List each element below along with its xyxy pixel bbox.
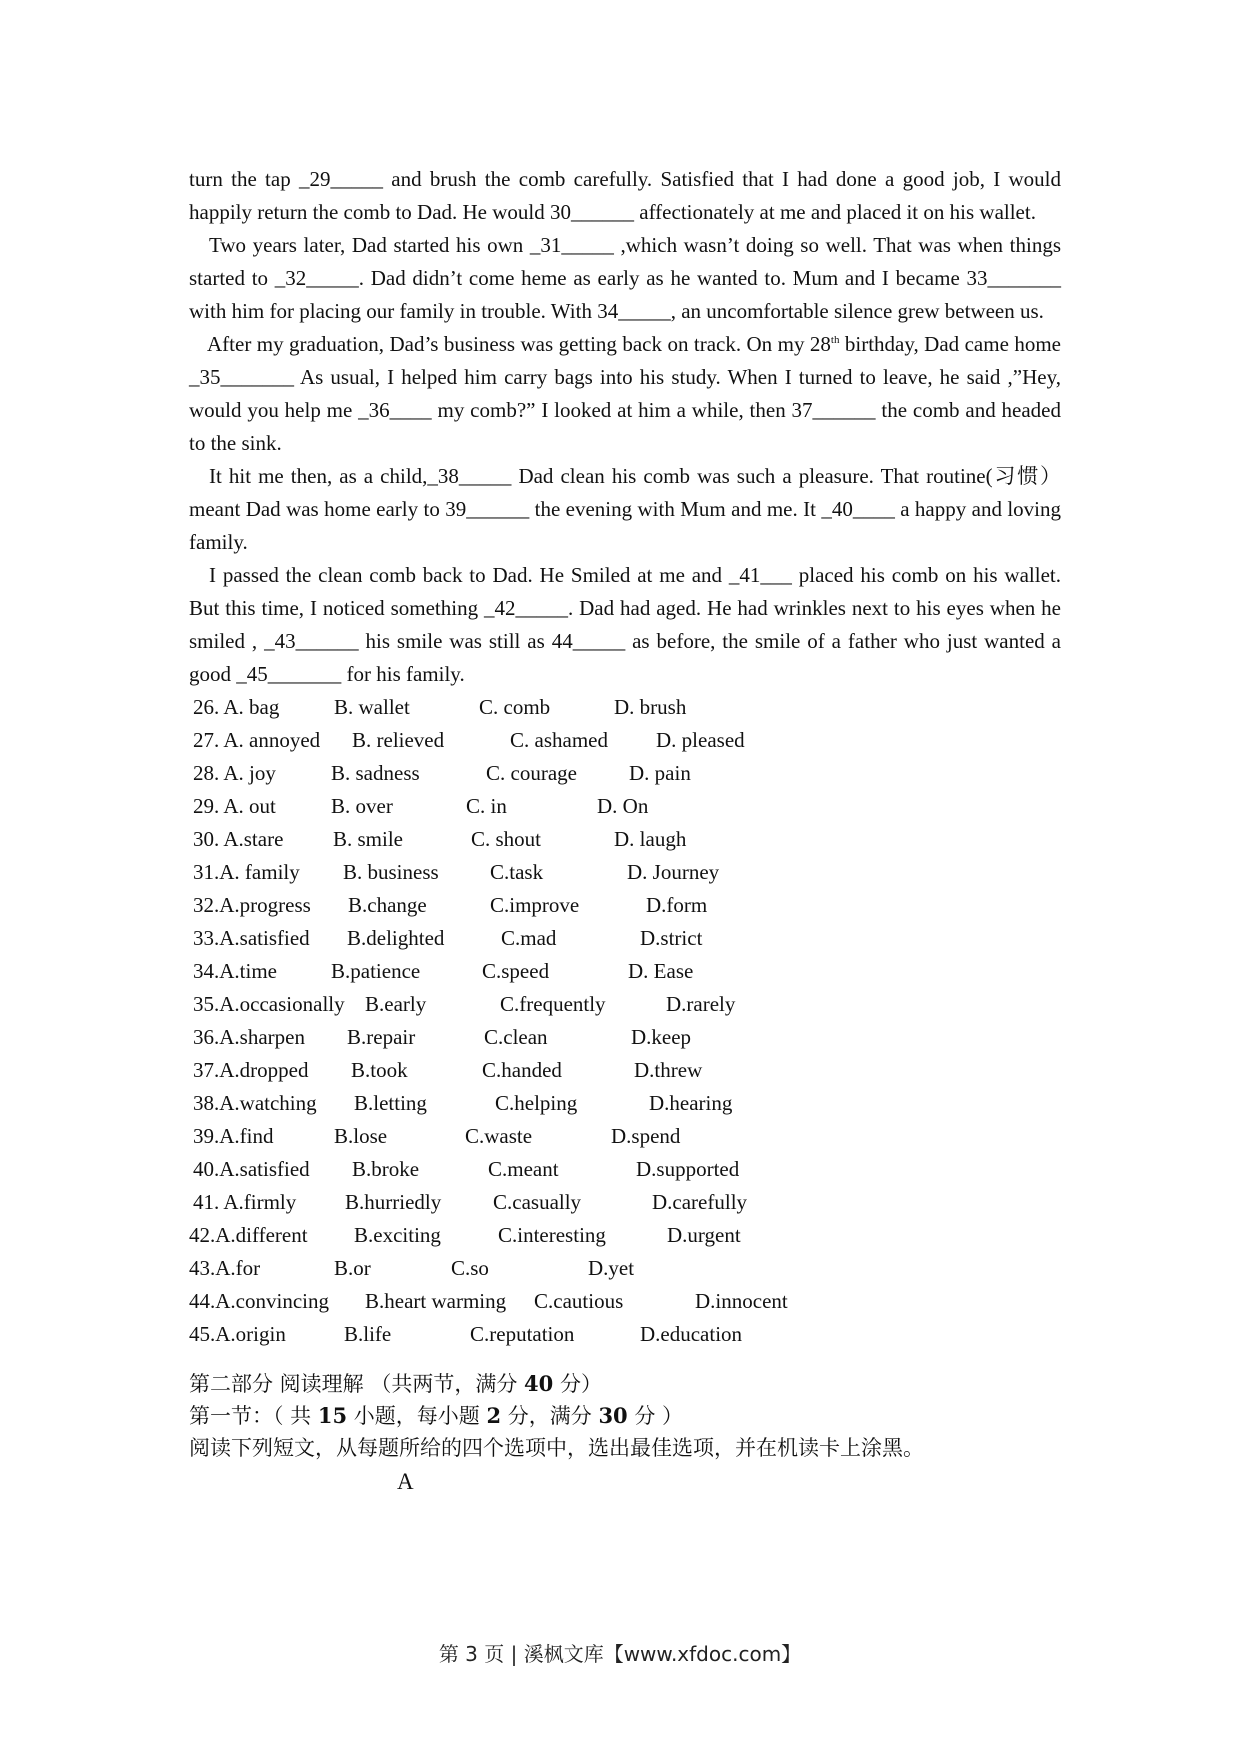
option-choice: C.mad (501, 926, 557, 950)
option-choice: 40.A.satisfied (193, 1157, 310, 1181)
option-choice: C. courage (486, 761, 577, 785)
option-row (189, 889, 1061, 922)
option-row (189, 1120, 1061, 1153)
answer-options (189, 691, 1061, 1351)
option-choice: 39.A.find (193, 1124, 274, 1148)
option-choice: B.repair (347, 1025, 416, 1049)
paragraph-5: I passed the clean comb back to Dad. He Smiled at me and _41___ placed his comb on his wallet. But this time, I noticed something _42_____. Dad had aged. He had wrinkles next to his eyes when he smiled , _43______ his smile was still as 44_____ as before, the smile of a father who just wanted a good _45_______ for his family. (189, 563, 1061, 686)
option-row (189, 1153, 1061, 1186)
option-choice: C.clean (484, 1025, 548, 1049)
paragraph-4: It hit me then, as a child,_38_____ Dad clean his comb was such a pleasure. That routine(习惯）meant Dad was home early to 39______ the evening with Mum and me. It _40____ a happy and loving family. (189, 464, 1061, 554)
option-choice: C.reputation (470, 1322, 575, 1346)
option-choice: C. comb (479, 695, 551, 719)
option-choice: B.letting (354, 1091, 427, 1115)
option-choice: D.rarely (666, 992, 736, 1016)
paragraph-3 (189, 328, 1061, 460)
option-choice: B.early (365, 992, 427, 1016)
option-choice: 41. A.firmly (193, 1190, 297, 1214)
option-choice: 30. A.stare (193, 827, 284, 851)
option-choice: B.change (348, 893, 427, 917)
option-choice: B.exciting (354, 1223, 441, 1247)
option-choice: C.so (451, 1256, 489, 1280)
option-choice: D.yet (588, 1256, 635, 1280)
option-choice: C.helping (495, 1091, 578, 1115)
option-choice: D. brush (614, 695, 687, 719)
option-choice: B.patience (331, 959, 421, 983)
paragraph-2: Two years later, Dad started his own _31_____ ,which wasn’t doing so well. That was when things started to _32_____. Dad didn’t come heme as early as he wanted to. Mum and I became 33_______ with him for placing our family in trouble. With 34_____, an uncomfortable silence grew between us. (189, 233, 1061, 323)
option-choice: D.hearing (649, 1091, 733, 1115)
option-choice: C.meant (488, 1157, 559, 1181)
option-choice: D.carefully (652, 1190, 748, 1214)
option-row (189, 1054, 1061, 1087)
option-row (189, 1219, 1061, 1252)
option-row (189, 757, 1061, 790)
superscript-th: th (830, 334, 840, 346)
paragraph-3-after: birthday, Dad came home _35_______ As usual, I helped him carry bags into his study. When I turned to leave, he said ,”Hey, would you help me _36____ my comb?” I looked at him a while, then 37______ the comb and headed to the sink. (189, 332, 1061, 455)
option-choice: 44.A.convincing (189, 1289, 329, 1313)
option-choice: D.threw (634, 1058, 703, 1082)
option-choice: C. shout (471, 827, 542, 851)
option-choice: D. Ease (628, 959, 694, 983)
option-choice: 37.A.dropped (193, 1058, 309, 1082)
option-choice: D.strict (640, 926, 703, 950)
option-choice: B.took (351, 1058, 408, 1082)
option-choice: B.hurriedly (345, 1190, 442, 1214)
option-choice: D.urgent (667, 1223, 741, 1247)
option-choice: B. smile (333, 827, 404, 851)
option-choice: C.task (490, 860, 544, 884)
option-choice: 28. A. joy (193, 761, 276, 785)
option-choice: D.form (646, 893, 708, 917)
option-row (189, 1285, 1061, 1318)
option-choice: C.frequently (500, 992, 606, 1016)
option-choice: B.or (334, 1256, 371, 1280)
paragraph-3-before: After my graduation, Dad’s business was getting back on track. On my 28 (207, 332, 831, 356)
paragraph-1: turn the tap _29_____ and brush the comb carefully. Satisfied that I had done a good job, I would happily return the comb to Dad. He would 30______ affectionately at me and placed it on his wallet. (189, 167, 1061, 224)
option-choice: C.waste (465, 1124, 533, 1148)
option-choice: D. On (597, 794, 649, 818)
option-row (189, 823, 1061, 856)
option-choice: B. relieved (352, 728, 445, 752)
option-choice: B.delighted (347, 926, 445, 950)
option-choice: C.interesting (498, 1223, 606, 1247)
option-choice: C.handed (482, 1058, 562, 1082)
option-choice: B.lose (334, 1124, 388, 1148)
option-choice: 26. A. bag (193, 695, 280, 719)
option-choice: 27. A. annoyed (193, 728, 321, 752)
reading-section-header (189, 1368, 1061, 1500)
option-choice: 34.A.time (193, 959, 277, 983)
option-choice: C.improve (490, 893, 580, 917)
option-row (189, 691, 1061, 724)
option-row (189, 1186, 1061, 1219)
option-choice: D. pleased (656, 728, 745, 752)
page-footer: 第 3 页 | 溪枫文库【www.xfdoc.com】 (438, 1642, 802, 1666)
option-choice: D.innocent (695, 1289, 788, 1313)
option-row (189, 1318, 1061, 1351)
passage-label: A (397, 1469, 414, 1494)
option-choice: 35.A.occasionally (193, 992, 345, 1016)
option-choice: B.life (344, 1322, 392, 1346)
document-page (189, 163, 1061, 1500)
option-choice: B. business (343, 860, 439, 884)
option-choice: C.cautious (534, 1289, 624, 1313)
option-choice: 43.A.for (189, 1256, 261, 1280)
option-choice: 32.A.progress (193, 893, 311, 917)
option-choice: 42.A.different (189, 1223, 308, 1247)
option-choice: 38.A.watching (193, 1091, 317, 1115)
option-choice: D. laugh (614, 827, 687, 851)
option-choice: B. over (331, 794, 393, 818)
option-choice: C. in (466, 794, 507, 818)
option-choice: C.speed (482, 959, 550, 983)
option-choice: C. ashamed (510, 728, 608, 752)
option-choice: 36.A.sharpen (193, 1025, 305, 1049)
option-choice: D.supported (636, 1157, 740, 1181)
option-choice: C.casually (493, 1190, 582, 1214)
option-choice: D.keep (631, 1025, 692, 1049)
option-row (189, 790, 1061, 823)
option-row (189, 1087, 1061, 1120)
option-row (189, 1252, 1061, 1285)
option-choice: D. Journey (627, 860, 720, 884)
option-row (189, 955, 1061, 988)
subsection-title: 第一节：（ 共 15 小题，每小题 2 分，满分 30 分 ） (189, 1403, 684, 1428)
option-row (189, 724, 1061, 757)
option-choice: B. wallet (334, 695, 410, 719)
option-choice: 29. A. out (193, 794, 276, 818)
option-choice: 31.A. family (193, 860, 300, 884)
part-title: 第二部分 阅读理解 （共两节，满分 40 分） (189, 1371, 602, 1396)
option-choice: D.education (640, 1322, 743, 1346)
option-choice: B.broke (352, 1157, 420, 1181)
option-choice: 33.A.satisfied (193, 926, 310, 950)
option-row (189, 922, 1061, 955)
option-choice: B. sadness (331, 761, 420, 785)
option-choice: D. pain (629, 761, 691, 785)
option-row (189, 1021, 1061, 1054)
option-choice: B.heart warming (365, 1289, 507, 1313)
option-row (189, 856, 1061, 889)
instruction-text: 阅读下列短文，从每题所给的四个选项中，选出最佳选项，并在机读卡上涂黑。 (189, 1436, 924, 1460)
option-choice: D.spend (611, 1124, 681, 1148)
option-row (189, 988, 1061, 1021)
option-choice: 45.A.origin (189, 1322, 286, 1346)
